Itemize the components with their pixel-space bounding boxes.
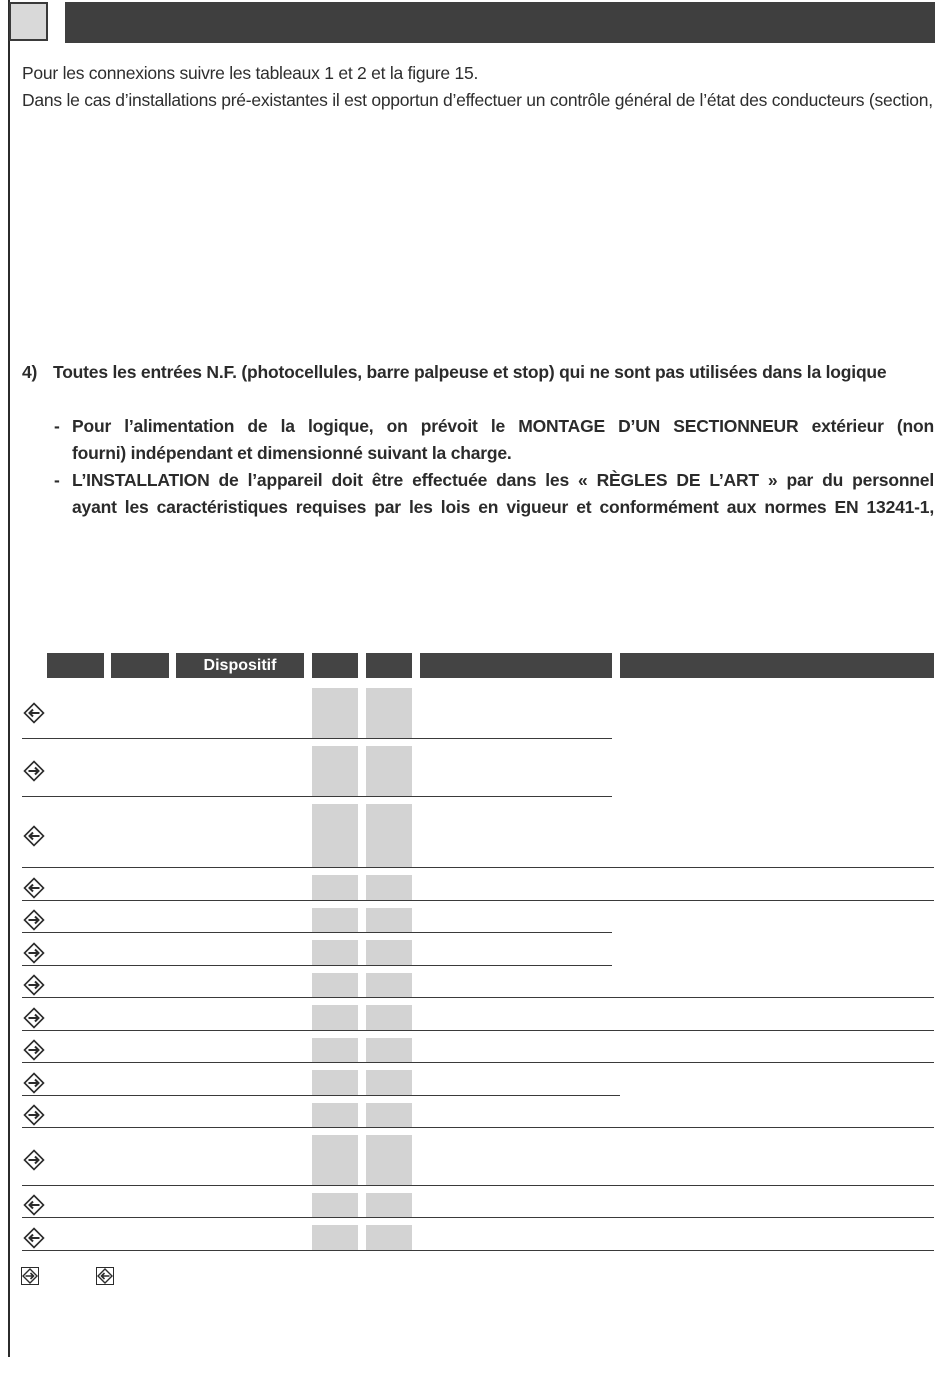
arrow-left-boxed-icon xyxy=(96,1267,114,1285)
table-row-divider xyxy=(22,1250,934,1251)
table-cell xyxy=(312,1038,358,1062)
table-cell xyxy=(312,940,358,965)
table-row-divider xyxy=(22,1185,934,1186)
table-cell xyxy=(312,746,358,796)
left-margin-rule xyxy=(8,0,10,1357)
arrow-left-icon xyxy=(23,702,45,724)
table-cell xyxy=(366,746,412,796)
arrow-left-icon xyxy=(23,1194,45,1216)
arrow-right-icon xyxy=(23,1072,45,1094)
table-row-divider xyxy=(22,965,612,966)
table-row-divider xyxy=(22,1217,934,1218)
bullet-1-line-2: fourni) indépendant et dimensionné suivant la charge. xyxy=(72,443,512,463)
arrow-right-icon xyxy=(23,974,45,996)
table-cell xyxy=(366,1005,412,1030)
table-header-cell xyxy=(420,653,612,678)
arrow-right-icon xyxy=(23,1104,45,1126)
table-cell xyxy=(312,1070,358,1095)
table-row-divider xyxy=(22,1127,934,1128)
arrow-right-icon xyxy=(23,942,45,964)
table-cell xyxy=(312,1225,358,1250)
arrow-left-icon xyxy=(23,1227,45,1249)
table-row-divider xyxy=(22,997,934,998)
table-header-cell xyxy=(312,653,358,678)
table-row-divider xyxy=(22,738,612,739)
arrow-right-icon xyxy=(23,1039,45,1061)
table-header-cell xyxy=(111,653,169,678)
bullet-dash-2: - xyxy=(54,470,60,490)
arrow-right-boxed-icon xyxy=(21,1267,39,1285)
table-row-divider xyxy=(22,932,612,933)
table-header-dispositif: Dispositif xyxy=(176,653,304,678)
table-cell xyxy=(312,908,358,932)
table-cell xyxy=(366,1070,412,1095)
table-cell xyxy=(366,1225,412,1250)
table-cell xyxy=(366,1103,412,1127)
arrow-right-icon xyxy=(23,1007,45,1029)
intro-line-2: Dans le cas d’installations pré-existantes il est opportun d’effectuer un contrôle général de l’état des conducteurs (section, xyxy=(22,90,933,110)
table-cell xyxy=(312,1193,358,1217)
table-row-divider xyxy=(22,867,934,868)
table-row-divider xyxy=(22,1095,620,1096)
arrow-right-icon xyxy=(23,760,45,782)
table-cell xyxy=(366,688,412,738)
bullet-2-line-1: L’INSTALLATION de l’appareil doit être effectuée dans les « RÈGLES DE L’ART » par du personnel xyxy=(72,470,934,490)
table-cell xyxy=(366,1038,412,1062)
table-cell xyxy=(312,688,358,738)
table-cell xyxy=(312,1103,358,1127)
table-header-cell xyxy=(47,653,104,678)
table-cell xyxy=(312,1135,358,1185)
table-cell xyxy=(312,1005,358,1030)
table-cell xyxy=(366,973,412,997)
table-cell xyxy=(366,940,412,965)
intro-line-1: Pour les connexions suivre les tableaux 1 et 2 et la figure 15. xyxy=(22,63,479,83)
section-number-box xyxy=(9,2,48,41)
table-row-divider xyxy=(22,1030,934,1031)
table-row-divider xyxy=(22,1062,934,1063)
arrow-right-icon xyxy=(23,1149,45,1171)
table-cell xyxy=(312,804,358,867)
table-cell xyxy=(366,875,412,900)
table-cell xyxy=(366,1193,412,1217)
table-cell xyxy=(312,973,358,997)
table-header-cell xyxy=(620,653,934,678)
arrow-left-icon xyxy=(23,825,45,847)
arrow-left-icon xyxy=(23,877,45,899)
bullet-dash-1: - xyxy=(54,416,60,436)
note-text: Toutes les entrées N.F. (photocellules, barre palpeuse et stop) qui ne sont pas utilisées dans la logique xyxy=(53,362,887,382)
arrow-right-icon xyxy=(23,909,45,931)
table-cell xyxy=(312,875,358,900)
table-header-cell xyxy=(366,653,412,678)
table-row-divider xyxy=(22,796,612,797)
section-header-bar xyxy=(65,2,935,43)
table-cell xyxy=(366,1135,412,1185)
table-row-divider xyxy=(22,900,934,901)
note-number: 4) xyxy=(22,362,38,382)
table-cell xyxy=(366,804,412,867)
bullet-1-line-1: Pour l’alimentation de la logique, on prévoit le MONTAGE D’UN SECTIONNEUR extérieur (non xyxy=(72,416,934,436)
table-cell xyxy=(366,908,412,932)
bullet-2-line-2: ayant les caractéristiques requises par les lois en vigueur et conformément aux normes EN 13241-1, xyxy=(72,497,934,517)
